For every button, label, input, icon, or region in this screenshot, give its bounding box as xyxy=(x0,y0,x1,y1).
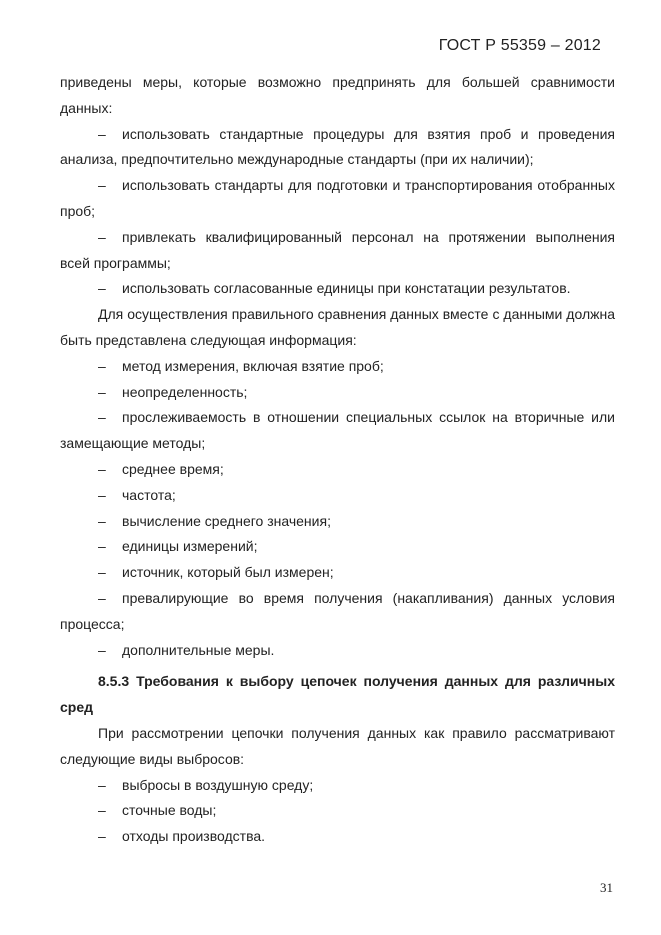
dash-bullet: – xyxy=(98,409,106,426)
document-header: ГОСТ Р 55359 – 2012 xyxy=(438,37,601,54)
dash-bullet: – xyxy=(98,564,106,581)
list-item: – вычисление среднего значения; xyxy=(60,509,615,535)
list-item: – выбросы в воздушную среду; xyxy=(60,773,615,799)
emissions-list xyxy=(60,773,615,850)
list-item: – неопределенность; xyxy=(60,380,615,406)
dash-bullet: – xyxy=(98,776,106,793)
list-item: – использовать стандарты для подготовки и транспортирования отобранных проб; xyxy=(60,173,615,225)
dash-bullet: – xyxy=(98,589,106,606)
dash-bullet: – xyxy=(98,828,106,845)
list-item: – источник, который был измерен; xyxy=(60,560,615,586)
dash-bullet: – xyxy=(98,383,106,400)
dash-bullet: – xyxy=(98,538,106,555)
list-item: – использовать стандартные процедуры для взятия проб и проведения анализа, предпочтительно международные стандарты (при их наличии); xyxy=(60,122,615,174)
dash-bullet: – xyxy=(98,228,106,245)
list-item: – метод измерения, включая взятие проб; xyxy=(60,354,615,380)
dash-bullet: – xyxy=(98,512,106,529)
dash-bullet: – xyxy=(98,641,106,658)
intro-paragraph: приведены меры, которые возможно предпринять для большей сравнимости данных: xyxy=(60,74,615,116)
dash-bullet: – xyxy=(98,125,106,142)
dash-bullet: – xyxy=(98,357,106,374)
page-number: 31 xyxy=(600,880,613,895)
dash-bullet: – xyxy=(98,486,106,503)
information-list xyxy=(60,354,615,664)
list-item: – сточные воды; xyxy=(60,798,615,824)
list-item: – отходы производства. xyxy=(60,824,615,850)
list-item: – дополнительные меры. xyxy=(60,638,615,664)
section-heading: 8.5.3 Требования к выбору цепочек получения данных для различных сред xyxy=(60,673,615,716)
document-body xyxy=(60,70,615,850)
list-item: – использовать согласованные единицы при констатации результатов. xyxy=(60,276,615,302)
list-item: – привлекать квалифицированный персонал на протяжении выполнения всей программы; xyxy=(60,225,615,277)
comparison-paragraph: Для осуществления правильного сравнения данных вместе с данными должна быть представлена следующая информация: xyxy=(60,306,615,348)
list-item: – единицы измерений; xyxy=(60,534,615,560)
dash-bullet: – xyxy=(98,280,106,297)
dash-bullet: – xyxy=(98,177,106,194)
dash-bullet: – xyxy=(98,802,106,819)
list-item: – частота; xyxy=(60,483,615,509)
list-item: – среднее время; xyxy=(60,457,615,483)
emissions-paragraph: При рассмотрении цепочки получения данных как правило рассматривают следующие виды выбросов: xyxy=(60,724,615,767)
measures-list xyxy=(60,122,615,303)
list-item: – превалирующие во время получения (накапливания) данных условия процесса; xyxy=(60,586,615,638)
list-item: – прослеживаемость в отношении специальных ссылок на вторичные или замещающие методы; xyxy=(60,405,615,457)
dash-bullet: – xyxy=(98,460,106,477)
